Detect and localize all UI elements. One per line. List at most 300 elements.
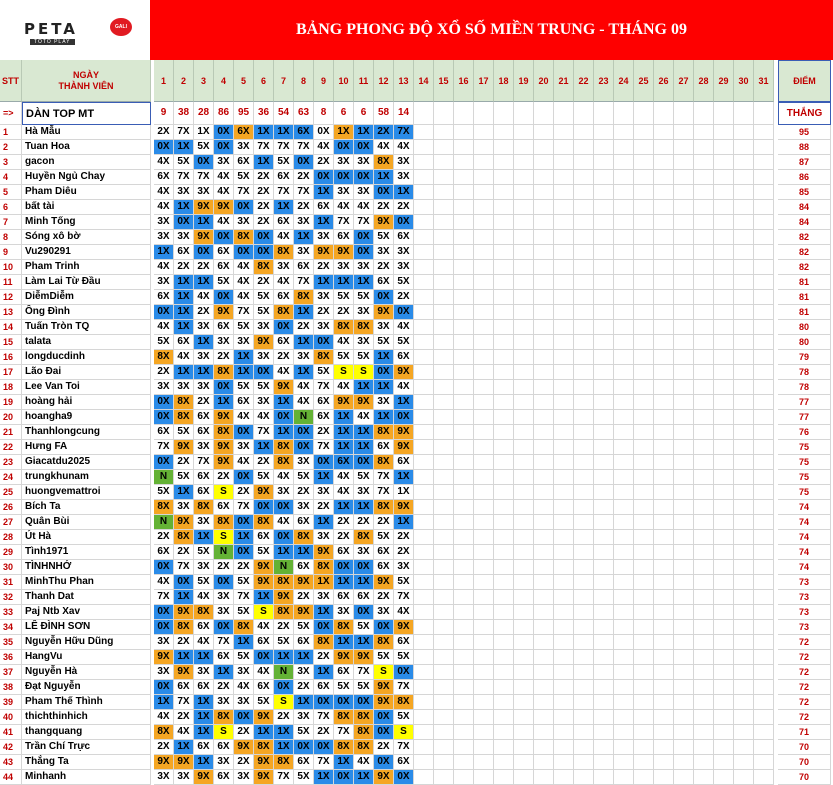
result-cell: [454, 770, 474, 785]
table-row: [0, 470, 833, 485]
result-cell: [494, 560, 514, 575]
table-row: [0, 515, 833, 530]
result-cell: 3X: [234, 695, 254, 710]
result-cell: 9X: [294, 605, 314, 620]
row-stt: 39: [0, 695, 22, 710]
result-cell: 3X: [154, 770, 174, 785]
result-cell: [414, 215, 434, 230]
result-cell: [634, 455, 654, 470]
result-cell: [734, 380, 754, 395]
result-cell: [494, 515, 514, 530]
result-cell: [554, 695, 574, 710]
result-cell: 1X: [254, 155, 274, 170]
result-cell: [414, 320, 434, 335]
result-cell: 8X: [194, 605, 214, 620]
result-cell: [694, 590, 714, 605]
result-cell: 3X: [214, 695, 234, 710]
result-cell: 7X: [374, 485, 394, 500]
result-cell: [694, 305, 714, 320]
result-cell: 6X: [294, 260, 314, 275]
result-cell: [514, 230, 534, 245]
result-cell: [734, 605, 754, 620]
result-cell: 4X: [234, 290, 254, 305]
result-cell: 4X: [294, 395, 314, 410]
result-cell: [414, 455, 434, 470]
result-cell: [414, 500, 434, 515]
result-cell: 4X: [154, 575, 174, 590]
result-cell: 4X: [274, 470, 294, 485]
row-stt: 28: [0, 530, 22, 545]
result-cell: 4X: [394, 320, 414, 335]
result-cell: [614, 245, 634, 260]
result-cell: [594, 335, 614, 350]
result-cell: [554, 365, 574, 380]
result-cell: 0X: [154, 605, 174, 620]
result-cell: 6X: [274, 290, 294, 305]
member-name: Tuan Hoa: [22, 140, 151, 155]
result-cell: [634, 350, 654, 365]
result-cell: [514, 740, 534, 755]
result-cell: [414, 170, 434, 185]
result-cell: [714, 665, 734, 680]
result-cell: 7X: [194, 455, 214, 470]
result-cell: [494, 665, 514, 680]
result-cell: 0X: [174, 215, 194, 230]
result-cell: [414, 530, 434, 545]
member-name: TÌNHNHỚ: [22, 560, 151, 575]
result-cell: [414, 635, 434, 650]
result-cell: [454, 575, 474, 590]
result-cell: [754, 560, 774, 575]
row-stt: 3: [0, 155, 22, 170]
result-cell: [614, 125, 634, 140]
result-cell: [654, 395, 674, 410]
result-cell: [594, 515, 614, 530]
top-value-day-18: [494, 102, 514, 125]
result-cell: [534, 140, 554, 155]
result-cell: 1X: [334, 425, 354, 440]
result-cell: [714, 140, 734, 155]
row-stt: 25: [0, 485, 22, 500]
result-cell: [674, 155, 694, 170]
result-cell: 1X: [174, 320, 194, 335]
member-name: Sóng xô bờ: [22, 230, 151, 245]
result-cell: 2X: [194, 395, 214, 410]
member-score: 77: [778, 410, 831, 425]
result-cell: [694, 485, 714, 500]
result-cell: [694, 215, 714, 230]
result-cell: [694, 470, 714, 485]
result-cell: [674, 650, 694, 665]
result-cell: [534, 200, 554, 215]
result-cell: [434, 395, 454, 410]
result-cell: [594, 725, 614, 740]
result-cell: [574, 215, 594, 230]
result-cell: [634, 710, 654, 725]
result-cell: [514, 380, 534, 395]
result-cell: [594, 380, 614, 395]
result-cell: [414, 440, 434, 455]
result-cell: [754, 335, 774, 350]
result-cell: [674, 545, 694, 560]
row-stt: 41: [0, 725, 22, 740]
result-cell: [474, 665, 494, 680]
result-cell: 6X: [294, 125, 314, 140]
result-cell: 5X: [314, 365, 334, 380]
result-cell: [494, 710, 514, 725]
result-cell: [454, 710, 474, 725]
member-name: MinhThu Phan: [22, 575, 151, 590]
table-row: [0, 155, 833, 170]
day-header-9: 9: [314, 60, 334, 102]
row-stt: 26: [0, 500, 22, 515]
result-cell: 3X: [374, 245, 394, 260]
result-cell: [414, 560, 434, 575]
result-cell: 3X: [394, 245, 414, 260]
result-cell: [614, 170, 634, 185]
result-cell: [494, 335, 514, 350]
result-cell: [734, 410, 754, 425]
result-cell: [634, 245, 654, 260]
result-cell: [734, 575, 754, 590]
result-cell: 0X: [314, 455, 334, 470]
result-cell: [554, 740, 574, 755]
result-cell: [694, 710, 714, 725]
row-stt: 2: [0, 140, 22, 155]
result-cell: [754, 350, 774, 365]
result-cell: 3X: [214, 155, 234, 170]
result-cell: [594, 455, 614, 470]
result-cell: [414, 185, 434, 200]
result-cell: 4X: [234, 410, 254, 425]
result-cell: [634, 740, 654, 755]
result-cell: [634, 275, 654, 290]
result-cell: [654, 305, 674, 320]
result-cell: [494, 380, 514, 395]
result-cell: [454, 500, 474, 515]
member-score: 72: [778, 695, 831, 710]
top-value-day-24: [614, 102, 634, 125]
result-cell: [654, 455, 674, 470]
result-cell: [514, 155, 534, 170]
result-cell: [654, 725, 674, 740]
member-name: Tuấn Tròn TQ: [22, 320, 151, 335]
result-cell: [694, 515, 714, 530]
result-cell: [594, 185, 614, 200]
result-cell: [474, 425, 494, 440]
member-name: Minh Tống: [22, 215, 151, 230]
result-cell: [474, 530, 494, 545]
result-cell: 6X: [394, 350, 414, 365]
result-cell: [714, 515, 734, 530]
result-cell: 3X: [194, 320, 214, 335]
result-cell: [714, 365, 734, 380]
result-cell: 3X: [194, 440, 214, 455]
result-cell: 6X: [254, 530, 274, 545]
result-cell: [734, 200, 754, 215]
result-cell: [714, 470, 734, 485]
result-cell: 0X: [154, 455, 174, 470]
result-cell: [514, 770, 534, 785]
result-cell: 0X: [354, 140, 374, 155]
row-stt: 35: [0, 635, 22, 650]
result-cell: [714, 245, 734, 260]
result-cell: 3X: [294, 455, 314, 470]
result-cell: 8X: [254, 260, 274, 275]
result-cell: [614, 725, 634, 740]
result-cell: [694, 365, 714, 380]
result-cell: [714, 305, 734, 320]
result-cell: 8X: [314, 560, 334, 575]
top-value-day-12: 58: [374, 102, 394, 125]
result-cell: [434, 200, 454, 215]
table-row: [0, 320, 833, 335]
result-cell: 1X: [354, 425, 374, 440]
result-cell: 6X: [394, 755, 414, 770]
top-value-day-31: [754, 102, 774, 125]
result-cell: [494, 530, 514, 545]
result-cell: 9X: [194, 200, 214, 215]
result-cell: 3X: [294, 245, 314, 260]
result-cell: 6X: [274, 335, 294, 350]
result-cell: [634, 650, 654, 665]
result-cell: [514, 695, 534, 710]
result-cell: [694, 725, 714, 740]
result-cell: [734, 455, 754, 470]
result-cell: 1X: [354, 125, 374, 140]
result-cell: 2X: [374, 740, 394, 755]
result-cell: 4X: [334, 380, 354, 395]
result-cell: [714, 485, 734, 500]
result-cell: [534, 455, 554, 470]
row-stt: 21: [0, 425, 22, 440]
result-cell: [614, 320, 634, 335]
result-cell: 3X: [374, 320, 394, 335]
result-cell: [654, 290, 674, 305]
result-cell: [754, 185, 774, 200]
result-cell: [574, 380, 594, 395]
result-cell: [654, 710, 674, 725]
result-cell: 8X: [374, 500, 394, 515]
result-cell: [734, 215, 754, 230]
result-cell: [494, 650, 514, 665]
result-cell: 9X: [154, 755, 174, 770]
result-cell: [654, 500, 674, 515]
result-cell: [614, 770, 634, 785]
result-cell: 8X: [254, 515, 274, 530]
result-cell: 0X: [154, 395, 174, 410]
result-cell: [614, 305, 634, 320]
result-cell: 8X: [274, 455, 294, 470]
result-cell: 8X: [214, 425, 234, 440]
result-cell: [414, 380, 434, 395]
result-cell: 1X: [354, 440, 374, 455]
result-cell: [694, 335, 714, 350]
result-cell: [514, 125, 534, 140]
result-cell: [574, 515, 594, 530]
table-row: [0, 710, 833, 725]
result-cell: [734, 530, 754, 545]
result-cell: [574, 200, 594, 215]
result-cell: [674, 125, 694, 140]
result-cell: 8X: [294, 530, 314, 545]
row-stt: 22: [0, 440, 22, 455]
result-cell: [454, 635, 474, 650]
result-cell: [694, 455, 714, 470]
result-cell: [754, 125, 774, 140]
result-cell: [654, 695, 674, 710]
top-value-day-2: 38: [174, 102, 194, 125]
result-cell: [594, 215, 614, 230]
result-cell: 6X: [314, 395, 334, 410]
result-cell: [634, 500, 654, 515]
result-cell: [614, 230, 634, 245]
result-cell: 5X: [234, 170, 254, 185]
result-cell: 2X: [374, 200, 394, 215]
result-cell: [474, 245, 494, 260]
result-cell: [714, 335, 734, 350]
result-cell: [514, 305, 534, 320]
result-cell: [754, 665, 774, 680]
result-cell: [554, 185, 574, 200]
result-cell: 0X: [314, 125, 334, 140]
result-cell: 4X: [154, 200, 174, 215]
row-stt: 5: [0, 185, 22, 200]
result-cell: [574, 425, 594, 440]
result-cell: 1X: [294, 650, 314, 665]
result-cell: [654, 530, 674, 545]
result-cell: 3X: [154, 275, 174, 290]
result-cell: [434, 185, 454, 200]
result-cell: [614, 590, 634, 605]
result-cell: 0X: [314, 170, 334, 185]
result-cell: [554, 425, 574, 440]
result-cell: 5X: [394, 575, 414, 590]
result-cell: [614, 515, 634, 530]
result-cell: [574, 770, 594, 785]
result-cell: [654, 740, 674, 755]
result-cell: [574, 650, 594, 665]
result-cell: 4X: [154, 155, 174, 170]
result-cell: 2X: [334, 305, 354, 320]
result-cell: 8X: [174, 620, 194, 635]
result-cell: [534, 395, 554, 410]
header-date-label: NGÀY: [72, 69, 99, 80]
result-cell: [634, 305, 654, 320]
result-cell: [734, 470, 754, 485]
top-value-day-23: [594, 102, 614, 125]
result-cell: [694, 320, 714, 335]
result-cell: 1X: [174, 485, 194, 500]
result-cell: [494, 365, 514, 380]
result-cell: [474, 590, 494, 605]
result-cell: 1X: [174, 140, 194, 155]
result-cell: [674, 620, 694, 635]
result-cell: [734, 320, 754, 335]
result-cell: 3X: [154, 230, 174, 245]
result-cell: 4X: [394, 380, 414, 395]
result-cell: [534, 545, 554, 560]
result-cell: [414, 770, 434, 785]
result-cell: 1X: [314, 770, 334, 785]
result-cell: 2X: [174, 710, 194, 725]
result-cell: 7X: [354, 215, 374, 230]
result-cell: 3X: [214, 335, 234, 350]
result-cell: [714, 500, 734, 515]
result-cell: [574, 125, 594, 140]
result-cell: [574, 560, 594, 575]
result-cell: [754, 695, 774, 710]
result-cell: 9X: [314, 245, 334, 260]
result-cell: [734, 350, 754, 365]
result-cell: 5X: [234, 650, 254, 665]
result-cell: [494, 185, 514, 200]
result-cell: 4X: [194, 590, 214, 605]
result-cell: 8X: [274, 605, 294, 620]
result-cell: 9X: [214, 455, 234, 470]
result-cell: [514, 725, 534, 740]
member-name: hoangha9: [22, 410, 151, 425]
result-cell: [734, 560, 754, 575]
result-cell: 5X: [234, 380, 254, 395]
result-cell: [534, 425, 554, 440]
result-cell: [414, 470, 434, 485]
row-stt: 27: [0, 515, 22, 530]
result-cell: 4X: [234, 275, 254, 290]
result-cell: 1X: [314, 605, 334, 620]
result-cell: [574, 620, 594, 635]
result-cell: [634, 140, 654, 155]
result-cell: 0X: [294, 740, 314, 755]
result-cell: [694, 350, 714, 365]
result-cell: 2X: [314, 155, 334, 170]
result-cell: 9X: [194, 770, 214, 785]
result-cell: 6X: [214, 650, 234, 665]
result-cell: 0X: [254, 650, 274, 665]
result-cell: 2X: [294, 680, 314, 695]
result-cell: 3X: [254, 320, 274, 335]
result-cell: 6X: [234, 155, 254, 170]
member-name: Hưng FA: [22, 440, 151, 455]
result-cell: [754, 200, 774, 215]
result-cell: [694, 425, 714, 440]
result-cell: [414, 245, 434, 260]
result-cell: 3X: [374, 395, 394, 410]
result-cell: 9X: [374, 695, 394, 710]
result-cell: 5X: [394, 710, 414, 725]
result-cell: [494, 500, 514, 515]
result-cell: 3X: [154, 380, 174, 395]
result-cell: [714, 710, 734, 725]
result-cell: [714, 605, 734, 620]
result-cell: 1X: [354, 635, 374, 650]
result-cell: 9X: [394, 425, 414, 440]
result-cell: 0X: [154, 680, 174, 695]
result-cell: 6X: [194, 410, 214, 425]
result-cell: [494, 620, 514, 635]
result-cell: [514, 545, 534, 560]
row-stt: 18: [0, 380, 22, 395]
result-cell: [634, 410, 654, 425]
result-cell: 9X: [394, 620, 414, 635]
result-cell: [474, 635, 494, 650]
result-cell: [554, 140, 574, 155]
result-cell: [554, 665, 574, 680]
result-cell: 0X: [354, 605, 374, 620]
member-score: 81: [778, 305, 831, 320]
member-name: Thắng Ta: [22, 755, 151, 770]
table-row: [0, 215, 833, 230]
